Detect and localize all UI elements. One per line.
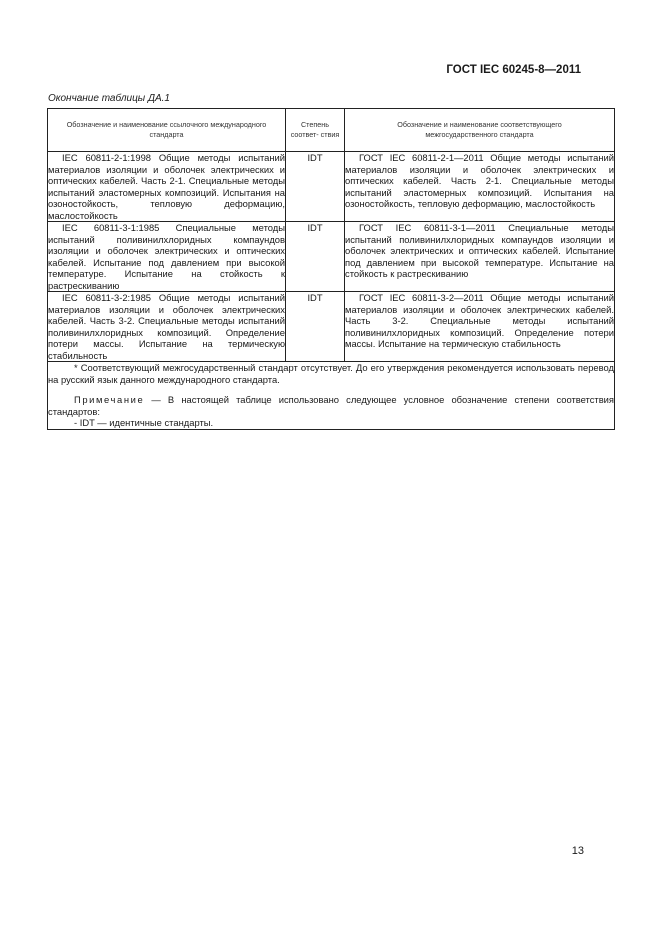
international-standard-cell: IEC 60811-3-2:1985 Общие методы испытаний материалов изоляции и оболочек электрических кабелей. Часть 3-2. Специальные методы испытаний поливинилхлоридных композиций. Определение потери массы. Испытание на термическую стабильность [48,292,285,361]
degree-cell: IDT [286,222,345,292]
degree-cell: IDT [286,152,345,222]
table-row [48,222,615,292]
national-standard-cell: ГОСТ IEC 60811-3-1—2011 Специальные методы испытаний поливинилхлоридных компаундов изоляции и оболочек электрических и оптических кабелей. Испытание под давлением при высокой температуре. Испытание на стойкость к растрескиванию [345,222,615,292]
degree-cell: IDT [286,292,345,362]
column-header-international: Обозначение и наименование ссылочного международного стандарта [48,109,286,152]
column-header-national: Обозначение и наименование соответствующего межгосударственного стандарта [345,109,615,152]
page-number: 13 [571,845,584,857]
table-notes-row [48,362,615,430]
table-row [48,152,615,222]
note-text: — В настоящей таблице использовано следующее условное обозначение степени соответствия стандартов: [48,394,614,417]
table-footnote: * Соответствующий межгосударственный стандарт отсутствует. До его утверждения рекомендуется использовать перевод на русский язык данного международного стандарта. [48,362,614,385]
national-standard-cell: ГОСТ IEC 60811-3-2—2011 Общие методы испытаний материалов изоляции и оболочек электрических кабелей. Часть 3-2. Специальные методы испытаний поливинилхлоридных композиций. Определение потери массы. Испытание на термическую стабильность [345,292,615,362]
table-caption: Окончание таблицы ДА.1 [48,93,170,104]
document-standard-code: ГОСТ IEC 60245-8—2011 [446,64,581,76]
table-note [48,394,614,417]
column-header-degree: Степень соответ- ствия [286,109,345,152]
international-standard-cell: IEC 60811-3-1:1985 Специальные методы испытаний поливинилхлоридных компаундов изоляции и оболочек электрических и оптических кабелей. Испытание под давлением при высокой температуре. Испытание на стойкость к растрескиванию [48,222,285,291]
national-standard-cell: ГОСТ IEC 60811-2-1—2011 Общие методы испытаний материалов изоляции и оболочек электрических и оптических кабелей. Часть 2-1. Специальные методы испытаний эластомерных композиций. Испытания на озоностойкость, тепловую деформацию, маслостойкость [345,152,615,222]
note-item: - IDT — идентичные стандарты. [74,417,214,428]
table-row [48,292,615,362]
table-notes [48,362,615,430]
correspondence-table [47,108,615,430]
international-standard-cell: IEC 60811-2-1:1998 Общие методы испытаний материалов изоляции и оболочек электрических и оптических кабелей. Часть 2-1. Специальные методы испытаний эластомерных композиций. Испытания на озоностойкость, тепловую деформацию, маслостойкость [48,152,285,221]
table-header-row [48,109,615,152]
note-label: Примечание [74,394,145,405]
